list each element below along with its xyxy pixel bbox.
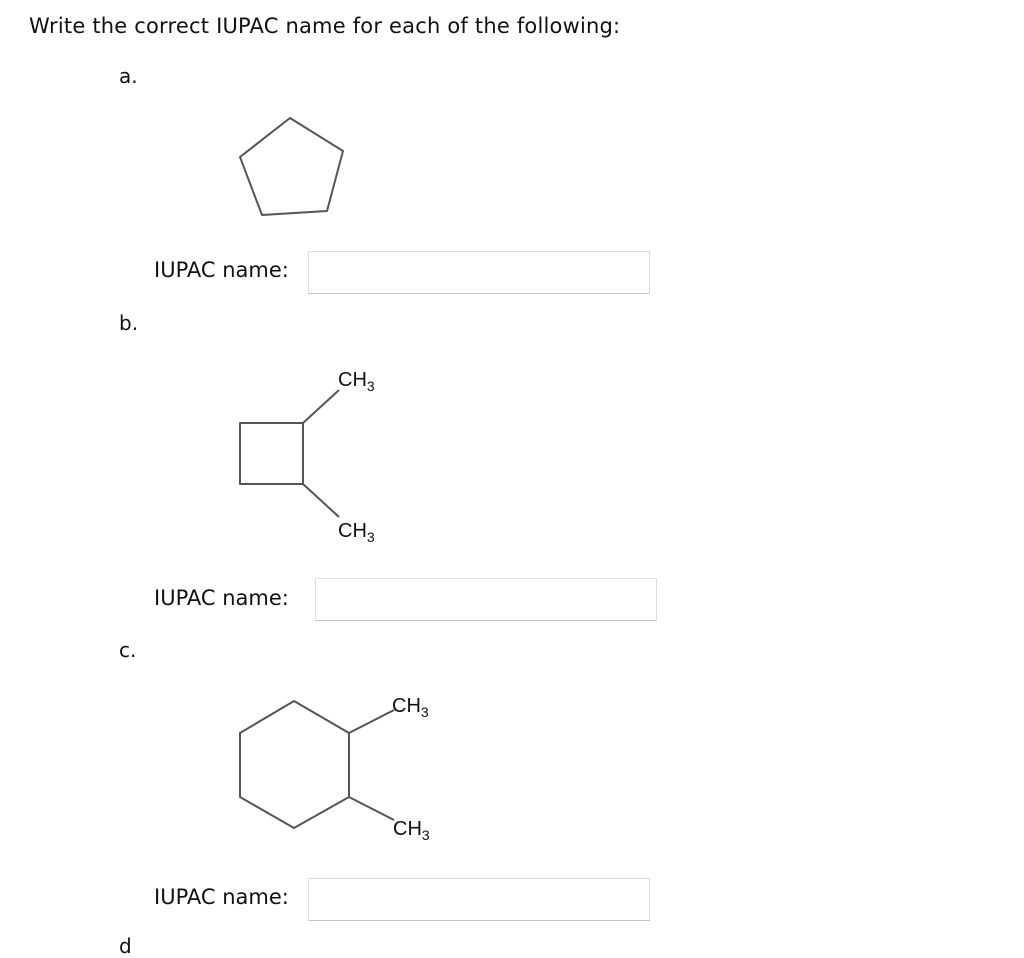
question-c-iupac-name-input[interactable] <box>308 878 650 921</box>
instructions-heading: Write the correct IUPAC name for each of the following: <box>29 14 621 38</box>
question-b-iupac-name-input[interactable] <box>315 578 657 621</box>
question-b-answer-label: IUPAC name: <box>154 586 289 610</box>
methyl-label-upper: $CH_3$ <box>338 369 375 394</box>
question-a-answer-label: IUPAC name: <box>154 258 289 282</box>
question-b-letter: b. <box>119 311 139 335</box>
question-a-iupac-name-input[interactable] <box>308 251 650 294</box>
cyclohexane-ring <box>240 701 349 828</box>
methyl-label-lower: $CH_3$ <box>393 818 430 843</box>
methyl-bond-upper <box>349 710 394 733</box>
question-c-answer-label: IUPAC name: <box>154 885 289 909</box>
methyl-label-upper: $CH_3$ <box>392 695 429 720</box>
methyl-bond-upper <box>303 390 339 423</box>
methyl-bond-lower <box>349 797 394 820</box>
question-a-letter: a. <box>119 64 138 88</box>
question-c-letter: c. <box>119 638 137 662</box>
methyl-bond-lower <box>303 484 339 517</box>
question-d-letter: d <box>119 934 132 958</box>
cyclobutane-ring <box>240 423 303 484</box>
cyclopentane-ring <box>240 118 343 215</box>
methyl-label-lower: $CH_3$ <box>338 520 375 545</box>
